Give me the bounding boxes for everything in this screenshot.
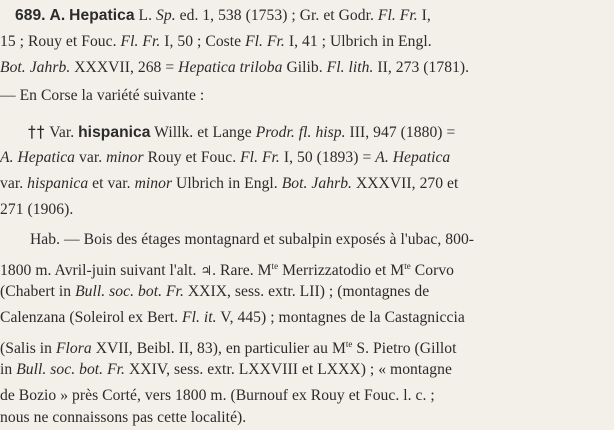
variety-text: Willk. et Lange <box>154 124 252 141</box>
perennial-symbol: ♃ <box>200 264 213 280</box>
habitat-text: Hab. — Bois des étages montagnard et subalpin exposés à l'ubac, 800- <box>30 231 475 248</box>
habitat-line-7 <box>0 386 435 406</box>
habitat-text: in <box>0 361 13 378</box>
citation-text: ed. 1, 538 (1753) ; Gr. et Godr. <box>179 7 374 24</box>
citation-title: Sp. <box>156 7 176 24</box>
citation-text: XXXVII, 268 = <box>74 59 175 76</box>
habitat-line-3 <box>0 282 429 302</box>
variety-text: Var. <box>49 124 75 141</box>
variety-text: var. <box>0 175 24 192</box>
citation-text: II, 273 (1781). <box>377 59 470 76</box>
habitat-text: V, 445) ; montagnes de la Castagniccia <box>220 309 465 326</box>
citation-text: I, 41 ; Ulbrich in Engl. <box>288 33 432 50</box>
citation-text: I, <box>421 7 431 24</box>
variety-text: XXXVII, 270 et <box>355 175 459 192</box>
habitat-text: XXIV, sess. extr. LXXVIII et LXXX) ; « montagne <box>128 361 452 378</box>
citation-title: Flora <box>55 340 92 358</box>
entry-line-2 <box>0 32 432 52</box>
variety-name: minor <box>134 175 173 192</box>
synonym-name: A. Hepatica <box>0 149 76 166</box>
habitat-text: de Bozio » près Corté, vers 1800 m. (Burnouf ex Rouy et Fouc. l. c. ; <box>0 387 435 404</box>
authority: L. <box>138 7 153 24</box>
genus-abbr: A. <box>49 7 66 24</box>
habitat-line-4 <box>0 308 465 328</box>
synonym-name: A. Hepatica <box>375 149 451 166</box>
variety-line-2 <box>0 148 450 168</box>
habitat-text: nous ne connaissons pas cette localité). <box>0 409 247 426</box>
entry-line-4 <box>0 86 204 106</box>
citation-text: Gilib. <box>286 59 323 76</box>
habitat-line-1 <box>30 230 474 250</box>
habitat-text: . Rare. M <box>212 262 272 280</box>
citation-title: Bull. soc. bot. Fr. <box>16 361 125 378</box>
species-name: Hepatica <box>69 7 135 24</box>
variety-text: Rouy et Fouc. <box>147 149 237 166</box>
variety-text: III, 947 (1880) = <box>349 124 456 141</box>
variety-name: minor <box>106 149 144 166</box>
citation-title: Fl. it. <box>182 309 217 326</box>
habitat-text: 1800 m. Avril-juin suivant l'alt. <box>0 262 197 280</box>
variety-text: 271 (1906). <box>0 201 74 218</box>
habitat-text: Merrizzatodio et M <box>278 262 405 280</box>
variety-line-1 <box>28 122 455 142</box>
variety-name: hispanica <box>78 124 151 141</box>
citation-title: Fl. Fr. <box>120 33 161 50</box>
entry-line-1 <box>15 6 431 26</box>
superscript: te <box>271 261 279 271</box>
citation-text: I, 50 ; Coste <box>164 33 242 50</box>
dagger-marks: †† <box>28 123 46 141</box>
habitat-text: (Salis in <box>0 340 52 358</box>
entry-line-3 <box>0 58 469 78</box>
variety-text: et var. <box>92 175 131 192</box>
entry-number: 689. <box>15 7 46 24</box>
variety-text: var. <box>79 149 103 166</box>
citation-title: Fl. Fr. <box>245 33 285 50</box>
citation-title: Fl. Fr. <box>240 149 280 166</box>
habitat-line-6 <box>0 360 452 380</box>
citation-title: Fl. Fr. <box>377 7 418 24</box>
habitat-text: Calenzana (Soleirol ex Bert. <box>0 309 179 326</box>
habitat-text: XXIX, sess. extr. LII) ; (montagnes de <box>187 283 430 300</box>
synonym-name: Hepatica triloba <box>178 59 283 76</box>
citation-title: Fl. lith. <box>326 59 374 76</box>
variety-name: hispanica <box>27 175 89 192</box>
habitat-line-8 <box>0 408 246 428</box>
superscript: te <box>345 339 353 349</box>
citation-title: Prodr. fl. hisp. <box>255 124 346 141</box>
superscript: te <box>404 261 411 271</box>
variety-line-4 <box>0 200 73 220</box>
variety-text: Ulbrich in Engl. <box>176 175 278 192</box>
habitat-line-5 <box>0 334 457 358</box>
habitat-line-2 <box>0 256 455 280</box>
habitat-text: S. Pietro (Gillot <box>352 340 457 358</box>
citation-title: Bull. soc. bot. Fr. <box>75 283 184 300</box>
citation-title: Bot. Jahrb. <box>281 175 352 192</box>
variety-text: I, 50 (1893) = <box>283 149 372 166</box>
habitat-text: (Chabert in <box>0 283 72 300</box>
citation-text: — En Corse la variété suivante : <box>0 87 205 104</box>
habitat-text: Corvo <box>410 262 455 280</box>
variety-line-3 <box>0 174 458 194</box>
habitat-text: XVII, Beibl. II, 83), en particulier au M <box>95 340 346 358</box>
citation-text: 15 ; Rouy et Fouc. <box>0 33 117 50</box>
citation-title: Bot. Jahrb. <box>0 59 71 76</box>
